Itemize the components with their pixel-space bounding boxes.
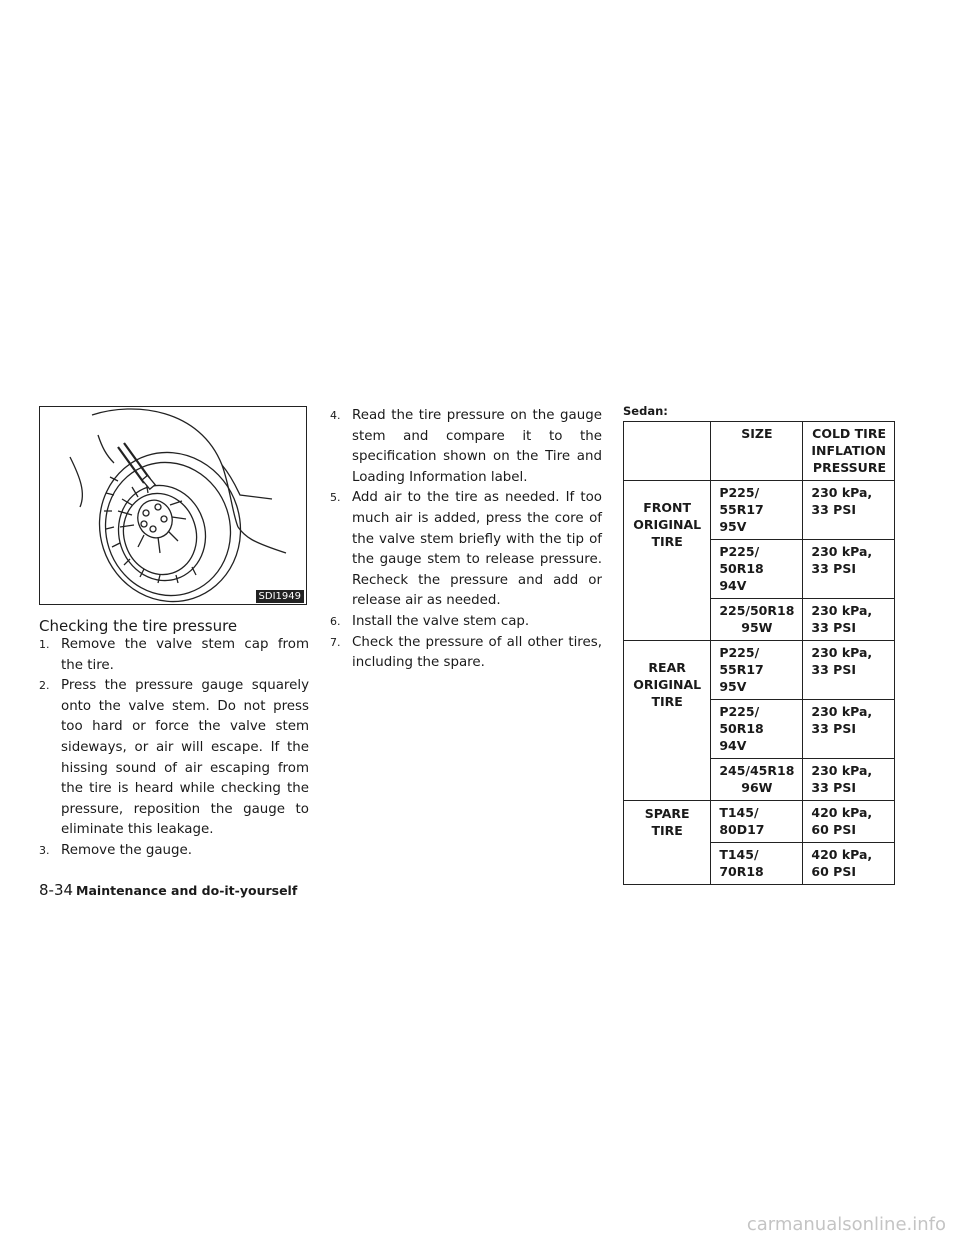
size-line: 55R17 95V (719, 662, 764, 694)
size-cell (711, 700, 803, 759)
step-text: Press the pressure gauge squarely onto the valve stem. Do not press too hard or force the valve stem sideways, or air will escape. If the hissing sound of air escaping from the tire is heard while checking the pressure, reposition the gauge to eliminate this leakage. (61, 678, 309, 838)
group-name-line: SPARE (644, 806, 690, 821)
step-item (39, 841, 309, 862)
header-pressure-line: PRESSURE (812, 460, 886, 475)
step-text: Read the tire pressure on the gauge stem and compare it to the specification shown on the Tire and Loading Information label. (352, 408, 602, 485)
size-cell (711, 481, 803, 540)
pressure-line: 33 PSI (811, 561, 856, 576)
pressure-line: 33 PSI (811, 780, 856, 795)
group-name-line: FRONT (643, 500, 692, 515)
step-item (330, 633, 602, 674)
size-line: 95W (741, 620, 773, 635)
step-number: 2. (39, 679, 50, 693)
tire-pressure-table (623, 421, 895, 885)
pressure-line: 33 PSI (811, 662, 856, 677)
size-line: T145/ (719, 805, 759, 820)
page-footer (39, 881, 297, 899)
table-row (624, 801, 895, 843)
table-header-row (624, 422, 895, 481)
size-cell (711, 759, 803, 801)
header-size (711, 422, 803, 481)
size-line: 55R17 95V (719, 502, 764, 534)
pressure-line: 230 kPa, (811, 485, 873, 500)
watermark: carmanualsonline.info (746, 1214, 946, 1235)
step-number: 5. (330, 491, 341, 505)
size-cell (711, 843, 803, 885)
header-size-text: SIZE (741, 426, 773, 441)
group-name-line: TIRE (651, 823, 683, 838)
size-cell (711, 540, 803, 599)
size-cell (711, 599, 803, 641)
step-number: 7. (330, 635, 341, 649)
group-name-line: REAR (648, 660, 686, 675)
header-pressure-line: INFLATION (811, 443, 886, 458)
step-item (39, 635, 309, 676)
step-item (330, 488, 602, 612)
step-text: Remove the valve stem cap from the tire. (61, 637, 309, 673)
step-item (39, 676, 309, 841)
size-line: 50R18 94V (719, 561, 764, 593)
group-name-line: ORIGINAL (633, 677, 702, 692)
tire-pressure-figure (39, 406, 307, 605)
pressure-cell (803, 540, 895, 599)
step-text: Remove the gauge. (61, 842, 193, 858)
size-line: 80D17 (719, 822, 765, 837)
group-spare (624, 801, 711, 885)
group-name-line: ORIGINAL (633, 517, 702, 532)
size-line: P225/ (719, 544, 760, 559)
page-number: 8-34 (39, 881, 74, 899)
pressure-cell (803, 641, 895, 700)
size-line: 96W (741, 780, 773, 795)
pressure-line: 230 kPa, (811, 603, 873, 618)
pressure-cell (803, 801, 895, 843)
pressure-line: 33 PSI (811, 721, 856, 736)
size-line: 70R18 (719, 864, 764, 879)
pressure-line: 420 kPa, (811, 847, 873, 862)
step-text: Check the pressure of all other tires, including the spare. (352, 634, 602, 671)
table-row (624, 481, 895, 540)
pressure-line: 230 kPa, (811, 544, 873, 559)
steps-column-1 (39, 635, 309, 862)
step-number: 4. (330, 409, 341, 422)
pressure-line: 230 kPa, (811, 645, 873, 660)
pressure-line: 420 kPa, (811, 805, 873, 820)
pressure-cell (803, 481, 895, 540)
size-line: 50R18 94V (719, 721, 764, 753)
size-line: P225/ (719, 645, 760, 660)
pressure-cell (803, 599, 895, 641)
table-label: Sedan: (623, 404, 668, 418)
pressure-line: 230 kPa, (811, 704, 873, 719)
group-front (624, 481, 711, 641)
group-name-line: TIRE (651, 694, 683, 709)
size-line: 225/50R18 (719, 603, 795, 618)
pressure-cell (803, 759, 895, 801)
step-item (330, 406, 602, 488)
size-line: 245/45R18 (719, 763, 795, 778)
pressure-cell (803, 843, 895, 885)
pressure-line: 230 kPa, (811, 763, 873, 778)
group-name-line: TIRE (651, 534, 683, 549)
pressure-line: 60 PSI (811, 864, 856, 879)
size-cell (711, 641, 803, 700)
tire-pressure-gauge-illustration-icon (40, 407, 306, 604)
size-line: P225/ (719, 704, 760, 719)
size-line: P225/ (719, 485, 760, 500)
pressure-line: 33 PSI (811, 620, 856, 635)
pressure-line: 33 PSI (811, 502, 856, 517)
header-pressure-line: COLD TIRE (812, 426, 886, 441)
table-row (624, 641, 895, 700)
size-line: T145/ (719, 847, 759, 862)
size-cell (711, 801, 803, 843)
header-empty (624, 422, 711, 481)
figure-code: SDI1949 (256, 590, 304, 603)
footer-section-title: Maintenance and do-it-yourself (76, 883, 298, 898)
step-text: Add air to the tire as needed. If too much air is added, press the core of the valve stem briefly with the tip of the gauge stem to release pressure. Recheck the pressure and add or release air as needed. (352, 490, 602, 609)
header-pressure (803, 422, 895, 481)
step-number: 6. (330, 614, 341, 628)
pressure-line: 60 PSI (811, 822, 856, 837)
step-text: Install the valve stem cap. (352, 613, 530, 629)
steps-column-2 (330, 406, 602, 674)
step-number: 1. (39, 638, 50, 651)
group-rear (624, 641, 711, 801)
step-number: 3. (39, 843, 50, 857)
section-title: Checking the tire pressure (39, 617, 238, 635)
pressure-cell (803, 700, 895, 759)
step-item (330, 612, 602, 633)
